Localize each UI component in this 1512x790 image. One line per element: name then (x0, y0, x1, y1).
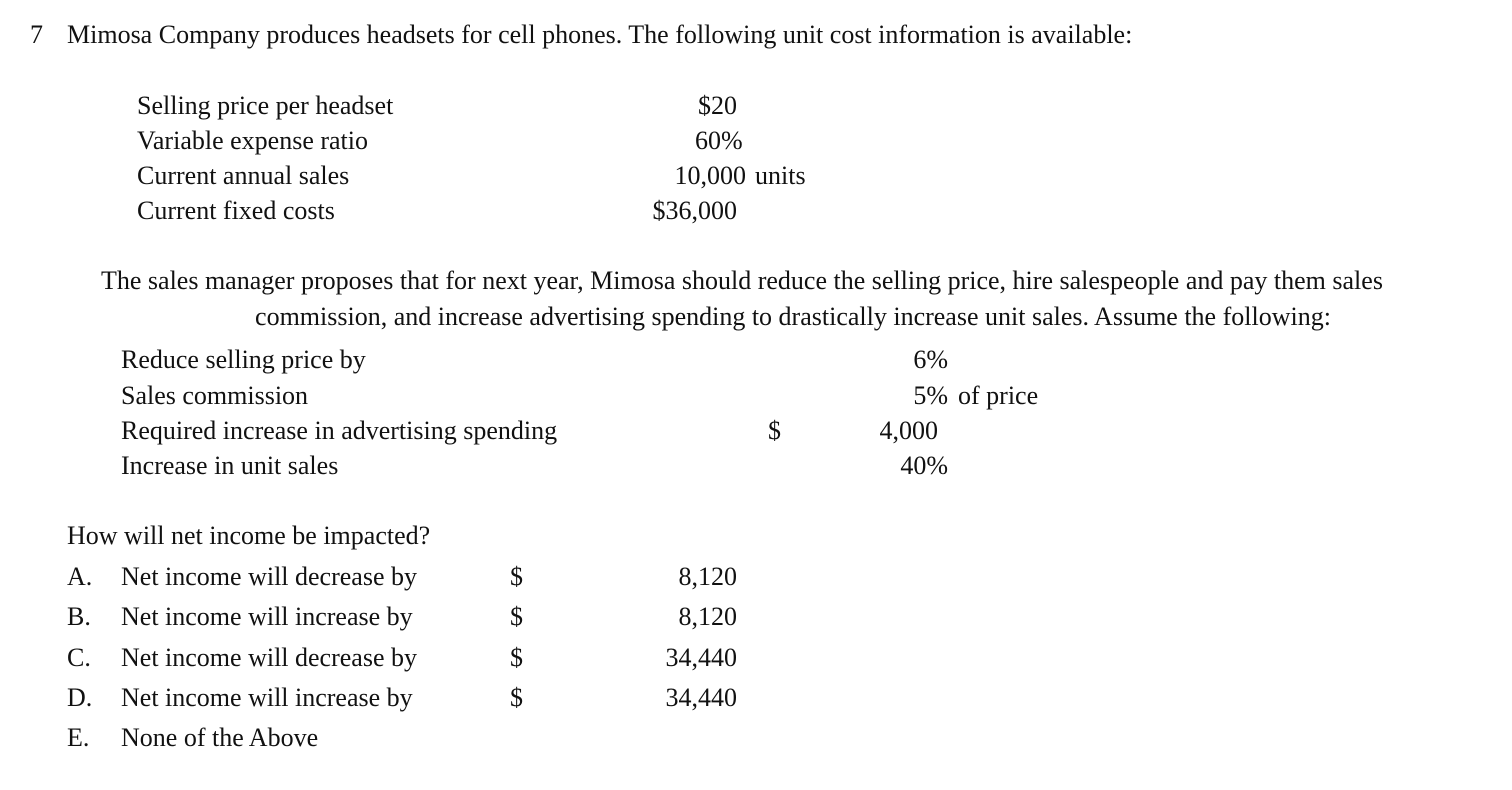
question-prompt: How will net income be impacted? (67, 521, 431, 550)
question-number: 7 (30, 20, 43, 49)
unit-info-label: Current annual sales (137, 161, 350, 190)
question-intro: Mimosa Company produces headsets for cell phones. The following unit cost information is available: (67, 20, 1133, 49)
unit-info-label: Variable expense ratio (137, 126, 369, 155)
option-currency: $ (510, 683, 523, 712)
option-currency: $ (510, 562, 523, 591)
assumption-label: Reduce selling price by (121, 345, 366, 374)
option-amount: 34,440 (665, 683, 737, 712)
proposal-line-1: The sales manager proposes that for next year, Mimosa should reduce the selling price, hire salespeople and pay them sales (101, 266, 1383, 295)
assumption-label: Sales commission (121, 381, 309, 410)
option-amount: 8,120 (678, 602, 737, 631)
proposal-line-2: commission, and increase advertising spending to drastically increase unit sales. Assume the following: (255, 302, 1331, 331)
unit-info-value: $20 (698, 91, 737, 120)
option-amount: 8,120 (678, 562, 737, 591)
unit-info-value: 10,000 (674, 161, 746, 190)
assumption-value: 4,000 (879, 416, 938, 445)
option-text: Net income will decrease by (121, 562, 417, 591)
assumption-value: 5% (913, 381, 948, 410)
unit-info-unit: units (755, 161, 806, 190)
option-letter: D. (67, 683, 93, 712)
option-amount: 34,440 (665, 643, 737, 672)
option-letter: C. (67, 643, 91, 672)
option-letter: E. (67, 723, 90, 752)
unit-info-label: Current fixed costs (137, 196, 335, 225)
unit-info-value: 60% (695, 126, 743, 155)
option-text: None of the Above (121, 723, 319, 752)
assumption-currency: $ (768, 416, 781, 445)
option-letter: B. (67, 602, 91, 631)
option-text: Net income will increase by (121, 602, 413, 631)
unit-info-label: Selling price per headset (137, 91, 394, 120)
option-text: Net income will decrease by (121, 643, 417, 672)
assumption-label: Required increase in advertising spending (121, 416, 558, 445)
assumption-label: Increase in unit sales (121, 451, 339, 480)
option-currency: $ (510, 602, 523, 631)
option-letter: A. (67, 562, 93, 591)
option-text: Net income will increase by (121, 683, 413, 712)
assumption-unit: of price (958, 381, 1039, 410)
option-currency: $ (510, 643, 523, 672)
unit-info-value: $36,000 (652, 196, 737, 225)
assumption-value: 40% (900, 451, 948, 480)
assumption-value: 6% (913, 345, 948, 374)
